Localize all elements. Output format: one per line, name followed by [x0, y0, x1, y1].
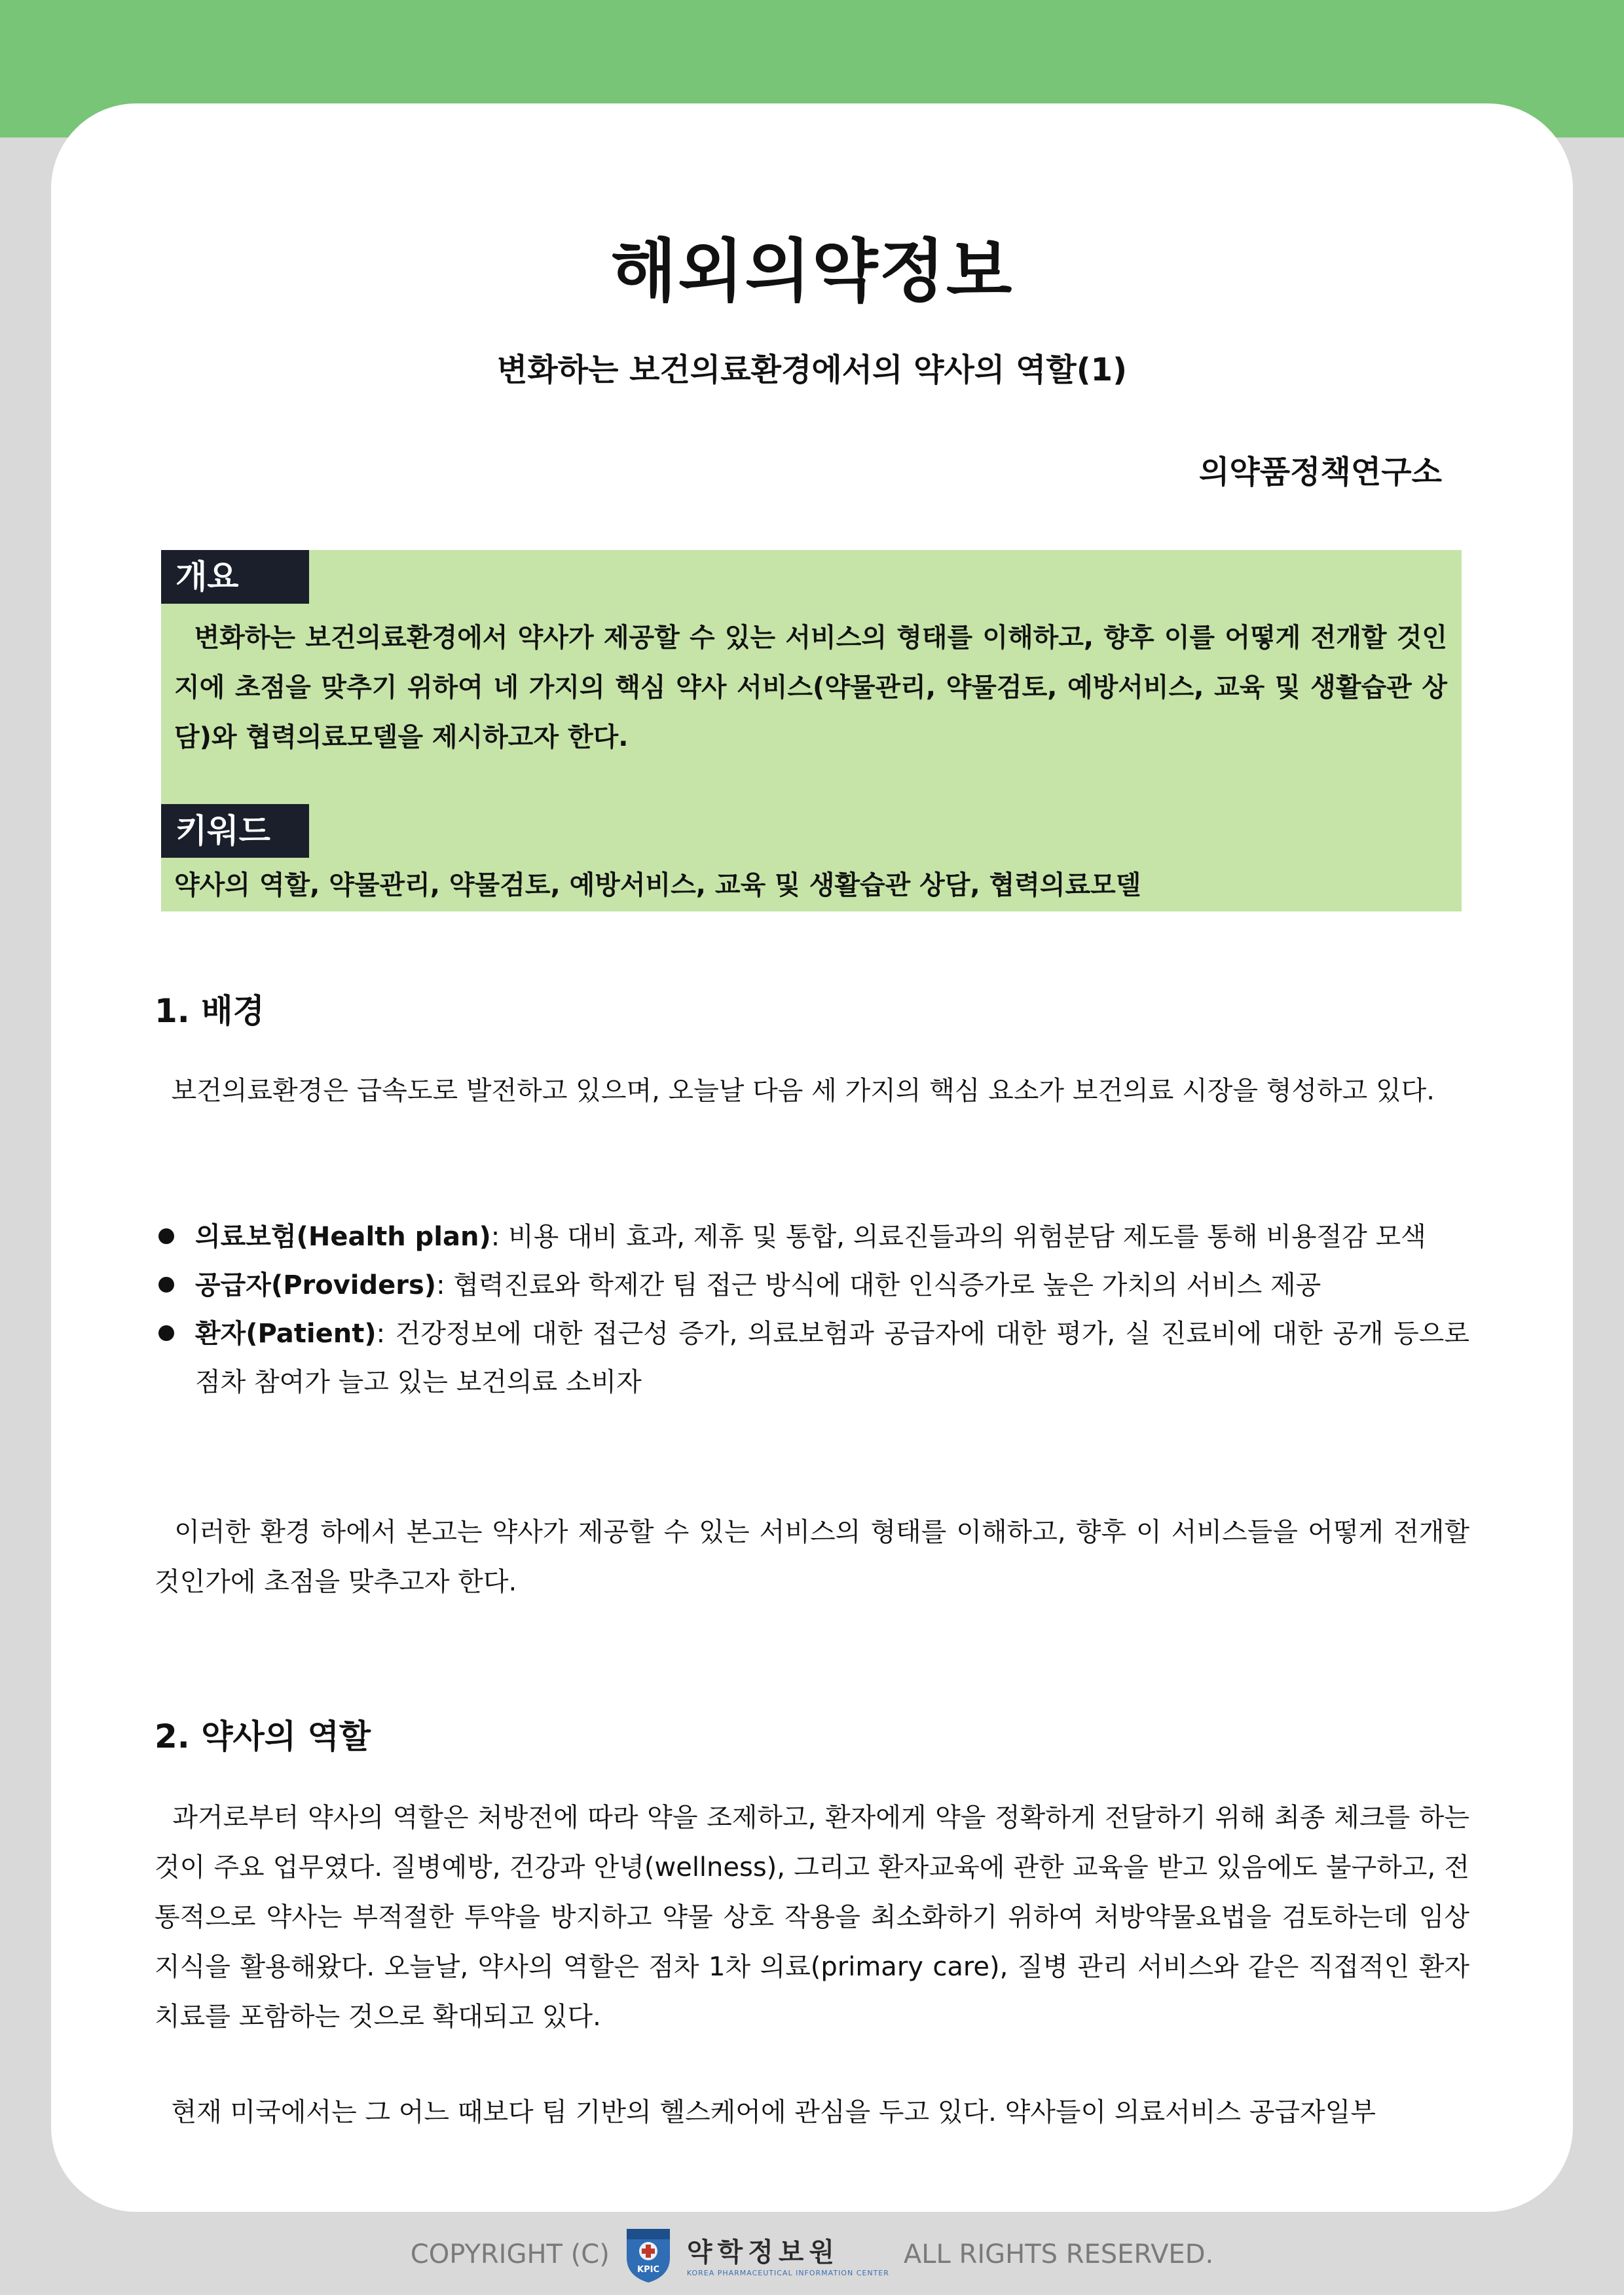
section-heading-pharmacist-role: 2. 약사의 역할 [155, 1717, 371, 1755]
copyright-text: COPYRIGHT (C) [410, 2239, 610, 2269]
section1-closing [155, 1507, 1469, 1607]
section-heading-background: 1. 배경 [155, 992, 265, 1030]
footer [0, 2225, 1624, 2284]
list-item-term: 공급자(Providers) [195, 1270, 437, 1300]
list-item [155, 1213, 1469, 1261]
list-item-text: : 건강정보에 대한 접근성 증가, 의료보험과 공급자에 대한 평가, 실 진료비에 대한 공개 등으로 점차 참여가 늘고 있는 보건의료 소비자 [195, 1319, 1469, 1397]
section1-intro-text: 보건의료환경은 급속도로 발전하고 있으며, 오늘날 다음 세 가지의 핵심 요소가 보건의료 시장을 형성하고 있다. [171, 1076, 1435, 1106]
summary-box [161, 550, 1462, 911]
rights-text: ALL RIGHTS RESERVED. [903, 2239, 1214, 2269]
kpic-logo-text [687, 2231, 889, 2277]
summary-text [174, 613, 1447, 762]
list-item [155, 1310, 1469, 1406]
document-subtitle: 변화하는 보건의료환경에서의 약사의 역할(1) [496, 352, 1128, 388]
bullet-icon [158, 1325, 174, 1341]
section1-closing-text: 이러한 환경 하에서 본고는 약사가 제공할 수 있는 서비스의 형태를 이해하고, 향후 이 서비스들을 어떻게 전개할 것인가에 초점을 맞추고자 한다. [155, 1517, 1469, 1597]
key-factors-list [155, 1213, 1469, 1406]
section2-paragraph-1 [155, 1793, 1469, 2042]
logo-name: 약학정보원 [686, 2237, 840, 2267]
kpic-logo-icon [624, 2225, 673, 2284]
list-item [155, 1261, 1469, 1310]
bullet-icon [158, 1277, 174, 1293]
list-item-text: : 협력진료와 학제간 팀 접근 방식에 대한 인식증가로 높은 가치의 서비스 제공 [436, 1270, 1321, 1300]
section1-intro [155, 1066, 1469, 1116]
list-item-text: : 비용 대비 효과, 제휴 및 통합, 의료진들과의 위험분담 제도를 통해 비용절감 모색 [490, 1222, 1426, 1252]
logo-badge-text: KPIC [637, 2265, 659, 2275]
section2-paragraph-2-text: 현재 미국에서는 그 어느 때보다 팀 기반의 헬스케어에 관심을 두고 있다. 약사들이 의료서비스 공급자일부 [171, 2097, 1376, 2127]
section2-paragraph-2 [155, 2087, 1469, 2137]
bullet-icon [158, 1228, 174, 1244]
list-item-term: 환자(Patient) [195, 1319, 377, 1349]
author-organization: 의약품정책연구소 [1199, 454, 1442, 490]
summary-label: 개요 [161, 550, 309, 604]
section2-paragraph-1-text: 과거로부터 약사의 역할은 처방전에 따라 약을 조제하고, 환자에게 약을 정확하게 전달하기 위해 최종 체크를 하는 것이 주요 업무였다. 질병예방, 건강과 안녕(wellness), 그리고 환자교육에 관한 교육을 받고 있음에도 불구하고, 전통적으로 약사는 부적절한 투약을 방지하고 약물 상호 작용을 최소화하기 위하여 처방약물요법을 검토하는데 임상 지식을 활용해왔다. 오늘날, 약사의 역할은 점차 1차 의료(primary care), 질병 관리 서비스와 같은 직접적인 환자 치료를 포함하는 것으로 확대되고 있다. [155, 1803, 1469, 2032]
keywords-text: 약사의 역할, 약물관리, 약물검토, 예방서비스, 교육 및 생활습관 상담, 협력의료모델 [174, 870, 1141, 900]
logo-subtext: KOREA PHARMACEUTICAL INFORMATION CENTER [686, 2269, 889, 2277]
document-title: 해외의약정보 [610, 231, 1014, 311]
keywords-label: 키워드 [161, 804, 309, 858]
list-item-term: 의료보험(Health plan) [195, 1222, 491, 1252]
summary-body: 변화하는 보건의료환경에서 약사가 제공할 수 있는 서비스의 형태를 이해하고, 향후 이를 어떻게 전개할 것인지에 초점을 맞추기 위하여 네 가지의 핵심 약사 서비스(약물관리, 약물검토, 예방서비스, 교육 및 생활습관 상담)와 협력의료모델을 제시하고자 한다. [174, 623, 1448, 752]
